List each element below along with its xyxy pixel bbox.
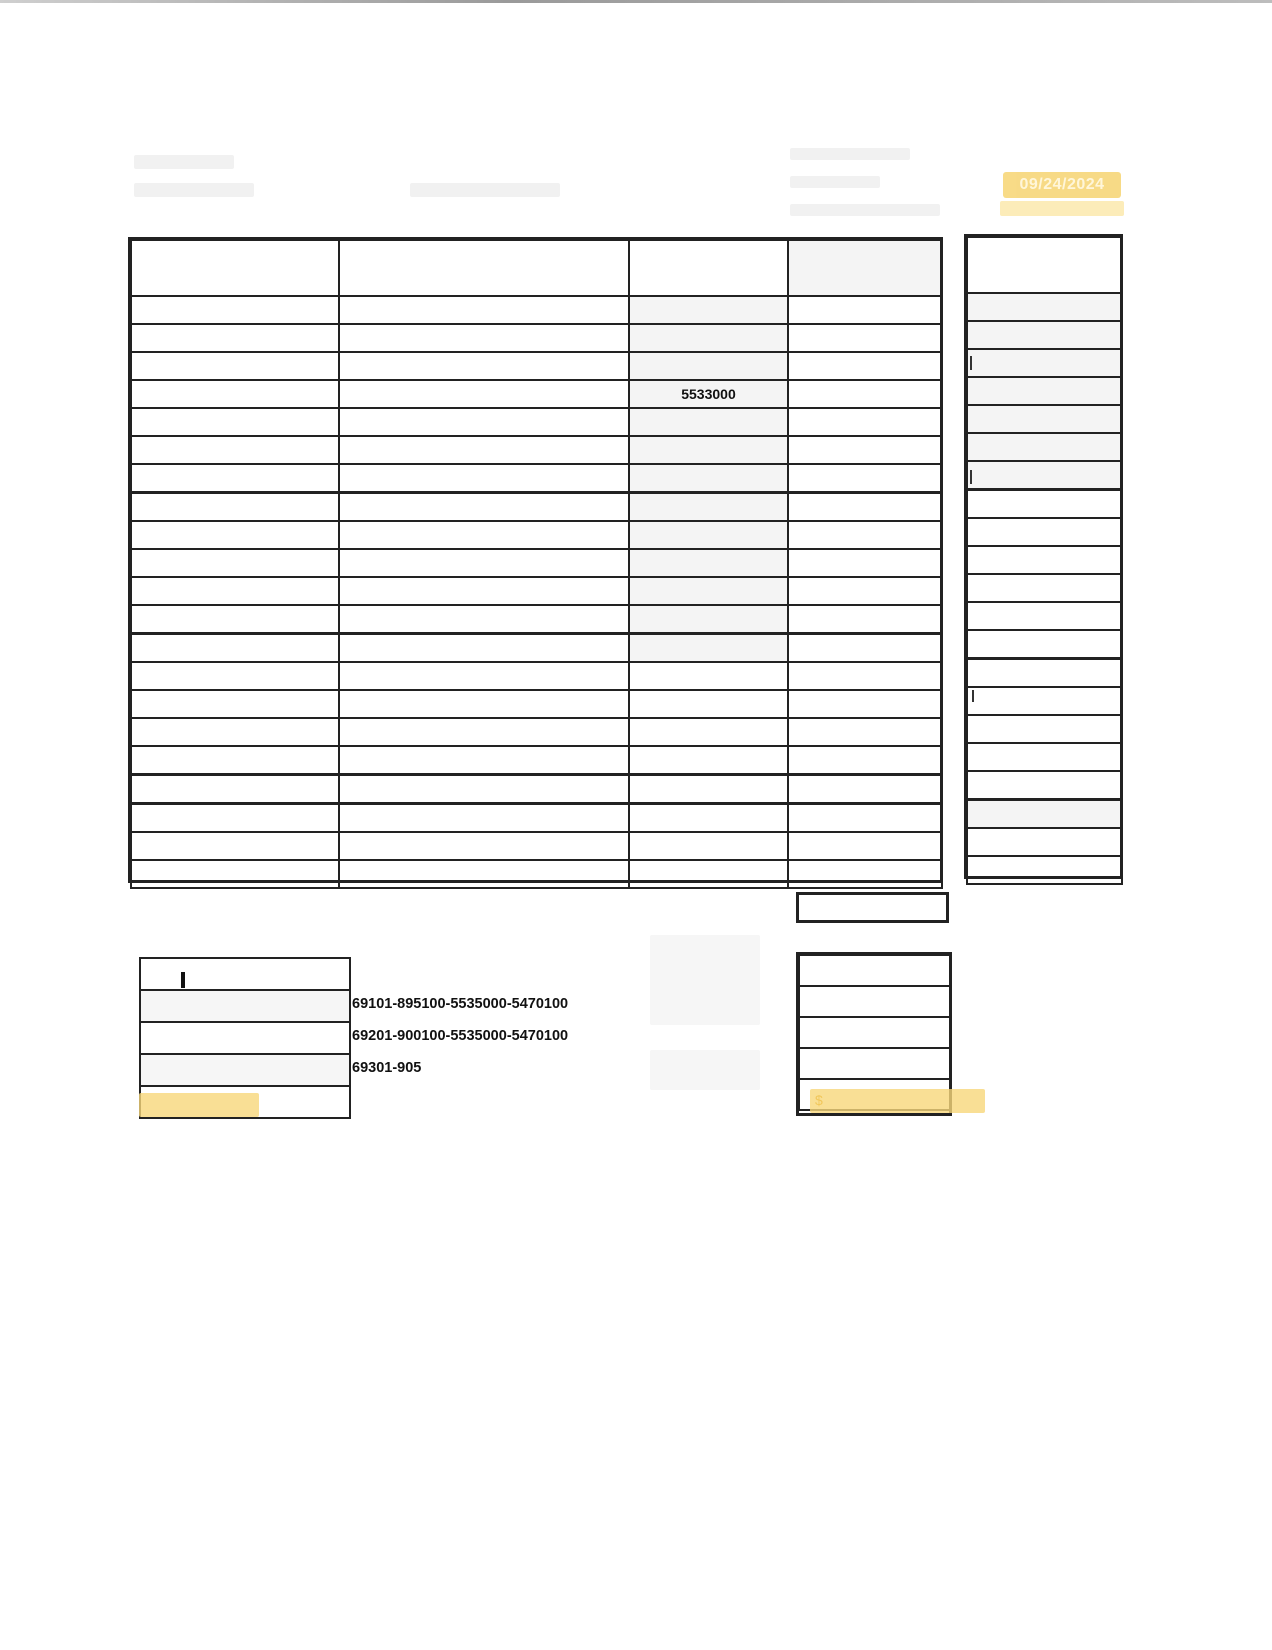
table-cell	[629, 436, 788, 464]
side-cell	[967, 433, 1122, 461]
table-cell	[131, 832, 339, 860]
stray-mark	[972, 690, 974, 702]
table-row	[131, 549, 942, 577]
table-cell	[629, 408, 788, 436]
table-cell	[788, 464, 942, 493]
table-cell	[339, 718, 629, 746]
table-row	[131, 860, 942, 888]
table-row	[131, 690, 942, 718]
totals-row	[799, 1017, 951, 1048]
side-header-row	[967, 237, 1122, 293]
side-cell	[967, 405, 1122, 433]
table-cell	[339, 832, 629, 860]
table-row	[131, 521, 942, 549]
table-row	[131, 324, 942, 352]
table-cell	[629, 493, 788, 522]
side-row	[967, 574, 1122, 602]
table-cell	[788, 690, 942, 718]
table-cell	[339, 493, 629, 522]
account-code-3: 69301-905	[352, 1060, 422, 1076]
side-row	[967, 546, 1122, 574]
header-faint-text-6	[790, 204, 940, 216]
total-highlight	[810, 1089, 985, 1113]
table-header-cell	[788, 240, 942, 296]
tick-mark	[181, 972, 185, 988]
side-row	[967, 687, 1122, 715]
table-cell	[788, 860, 942, 888]
table-row	[131, 718, 942, 746]
faint-mid-text	[650, 935, 760, 1025]
table-row	[131, 464, 942, 493]
table-cell	[629, 662, 788, 690]
table-cell	[629, 352, 788, 380]
totals-row	[799, 1048, 951, 1079]
table-cell	[788, 296, 942, 324]
left-highlight	[139, 1093, 259, 1117]
table-header-row	[131, 240, 942, 296]
table-cell	[629, 464, 788, 493]
table-row	[131, 408, 942, 436]
table-cell	[339, 408, 629, 436]
table-cell	[339, 775, 629, 804]
table-cell	[629, 605, 788, 634]
table-cell	[788, 832, 942, 860]
table-header-cell	[131, 240, 339, 296]
table-cell	[339, 296, 629, 324]
table-cell	[788, 804, 942, 833]
table-cell	[788, 718, 942, 746]
header-faint-text-3	[410, 183, 560, 197]
side-row	[967, 377, 1122, 405]
table-cell	[131, 605, 339, 634]
page-top-edge	[0, 0, 1272, 3]
table-cell	[339, 690, 629, 718]
table-cell	[629, 718, 788, 746]
date-highlight	[1003, 172, 1121, 198]
side-row	[967, 602, 1122, 630]
table-cell	[339, 352, 629, 380]
table-cell	[131, 380, 339, 408]
table-cell	[629, 860, 788, 888]
side-cell	[967, 800, 1122, 829]
side-row	[967, 856, 1122, 884]
table-row	[131, 832, 942, 860]
side-cell	[967, 574, 1122, 602]
table-cell	[629, 549, 788, 577]
table-cell	[131, 464, 339, 493]
table-cell	[131, 634, 339, 663]
subtotal-box	[796, 892, 949, 923]
table-cell	[131, 296, 339, 324]
table-cell	[788, 662, 942, 690]
table-cell	[131, 436, 339, 464]
table-cell	[629, 634, 788, 663]
stray-mark	[970, 356, 972, 370]
totals-row	[799, 955, 951, 986]
table-row	[131, 493, 942, 522]
table-cell	[131, 860, 339, 888]
table-row	[131, 804, 942, 833]
table-cell	[131, 804, 339, 833]
main-table	[130, 239, 943, 889]
table-cell	[339, 549, 629, 577]
date-text: 09/24/2024	[1019, 176, 1105, 193]
side-row	[967, 433, 1122, 461]
table-row	[131, 577, 942, 605]
table-cell	[788, 352, 942, 380]
table-cell	[339, 521, 629, 549]
side-row	[967, 293, 1122, 321]
side-row	[967, 630, 1122, 659]
table-cell	[788, 549, 942, 577]
table-cell	[131, 775, 339, 804]
side-cell	[967, 659, 1122, 688]
side-row	[967, 518, 1122, 546]
header-faint-text-5	[790, 176, 880, 188]
table-cell	[788, 775, 942, 804]
table-cell	[788, 380, 942, 408]
side-row	[967, 461, 1122, 490]
side-cell	[967, 321, 1122, 349]
table-cell	[629, 775, 788, 804]
table-cell	[131, 352, 339, 380]
table-row	[131, 662, 942, 690]
side-row	[967, 349, 1122, 377]
table-cell	[788, 605, 942, 634]
account-row	[140, 1054, 350, 1086]
table-cell	[339, 436, 629, 464]
totals-row	[799, 986, 951, 1017]
table-cell	[339, 577, 629, 605]
side-cell	[967, 630, 1122, 659]
highlighted-value-cell: 5533000	[629, 380, 788, 408]
side-cell	[967, 771, 1122, 800]
table-cell	[339, 860, 629, 888]
side-cell	[967, 546, 1122, 574]
side-row	[967, 715, 1122, 743]
table-cell	[339, 804, 629, 833]
table-cell	[788, 746, 942, 775]
side-cell	[967, 828, 1122, 856]
totals-table	[798, 954, 952, 1111]
side-cell	[967, 715, 1122, 743]
account-row	[140, 1022, 350, 1054]
table-cell	[131, 718, 339, 746]
table-cell	[339, 324, 629, 352]
table-cell	[788, 436, 942, 464]
side-cell	[967, 856, 1122, 884]
side-cell	[967, 518, 1122, 546]
table-cell	[131, 549, 339, 577]
side-row	[967, 828, 1122, 856]
table-cell	[131, 690, 339, 718]
table-cell	[788, 408, 942, 436]
table-row	[131, 352, 942, 380]
side-cell	[967, 349, 1122, 377]
faint-mid-text	[650, 1050, 760, 1090]
table-header-cell	[339, 240, 629, 296]
side-row	[967, 771, 1122, 800]
table-row	[131, 605, 942, 634]
table-row	[131, 380, 942, 408]
side-row	[967, 405, 1122, 433]
side-table	[966, 236, 1123, 885]
side-cell	[967, 293, 1122, 321]
table-cell	[788, 521, 942, 549]
side-row	[967, 659, 1122, 688]
table-row	[131, 775, 942, 804]
table-cell	[131, 521, 339, 549]
table-cell	[131, 493, 339, 522]
table-cell	[339, 634, 629, 663]
side-cell	[967, 461, 1122, 490]
account-row	[140, 958, 350, 990]
side-row	[967, 321, 1122, 349]
table-cell	[131, 324, 339, 352]
table-cell	[131, 577, 339, 605]
table-cell	[629, 804, 788, 833]
side-row	[967, 743, 1122, 771]
table-cell	[788, 493, 942, 522]
table-cell	[339, 746, 629, 775]
table-cell	[788, 634, 942, 663]
table-cell	[339, 605, 629, 634]
table-row	[131, 746, 942, 775]
header-faint-text-4	[790, 148, 910, 160]
table-cell	[629, 521, 788, 549]
side-header-cell	[967, 237, 1122, 293]
table-cell	[131, 408, 339, 436]
dollar-sign: $	[815, 1092, 823, 1108]
side-cell	[967, 743, 1122, 771]
table-header-cell	[629, 240, 788, 296]
table-cell	[131, 662, 339, 690]
account-row	[140, 990, 350, 1022]
table-cell	[339, 662, 629, 690]
table-cell	[629, 690, 788, 718]
header-faint-text-1	[134, 155, 234, 169]
side-cell	[967, 687, 1122, 715]
side-cell	[967, 602, 1122, 630]
account-code-2: 69201-900100-5535000-5470100	[352, 1028, 569, 1044]
table-cell	[629, 832, 788, 860]
table-cell	[131, 746, 339, 775]
header-faint-text-2	[134, 183, 254, 197]
side-cell	[967, 377, 1122, 405]
date-subtext-highlight	[1000, 201, 1124, 216]
table-cell	[629, 746, 788, 775]
table-cell	[788, 577, 942, 605]
stray-mark	[970, 470, 972, 484]
side-cell	[967, 490, 1122, 519]
table-cell	[629, 324, 788, 352]
table-cell	[629, 296, 788, 324]
table-cell	[629, 577, 788, 605]
table-row	[131, 296, 942, 324]
account-code-1: 69101-895100-5535000-5470100	[352, 996, 569, 1012]
table-row	[131, 634, 942, 663]
side-row	[967, 800, 1122, 829]
table-cell	[788, 324, 942, 352]
table-cell	[339, 464, 629, 493]
side-row	[967, 490, 1122, 519]
table-cell	[339, 380, 629, 408]
table-row	[131, 436, 942, 464]
